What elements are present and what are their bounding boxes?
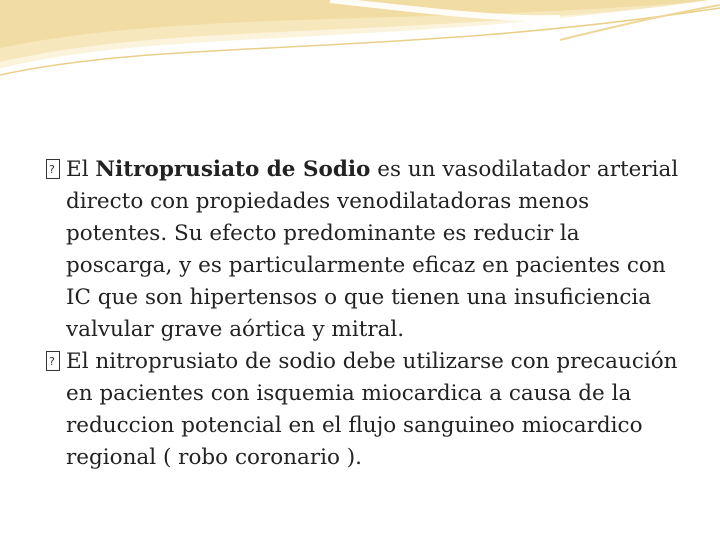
slide-body: [46, 154, 686, 474]
bullet-1-bold-term: Nitroprusiato de Sodio: [95, 157, 371, 182]
bullet-1-text: es un vasodilatador arterial directo con propiedades venodilatadoras menos potentes. Su efecto predominante es reducir la poscarga, y es particularmente eficaz en pacientes con IC que son hipertensos o que tienen una insuficiencia valvular grave aórtica y mitral.: [66, 157, 679, 342]
header-wave-decoration: [0, 0, 720, 100]
bullet-item-1: [46, 154, 686, 346]
bullet-1-prefix: El: [66, 157, 96, 182]
missing-glyph-bullet-icon: [46, 159, 60, 179]
missing-glyph-bullet-icon: [46, 351, 60, 371]
bullet-item-2: [46, 346, 686, 474]
bullet-2-text: El nitroprusiato de sodio debe utilizarse con precaución en pacientes con isquemia miocardica a causa de la reduccion potencial en el flujo sanguineo miocardico regional ( robo coronario ).: [66, 349, 678, 470]
